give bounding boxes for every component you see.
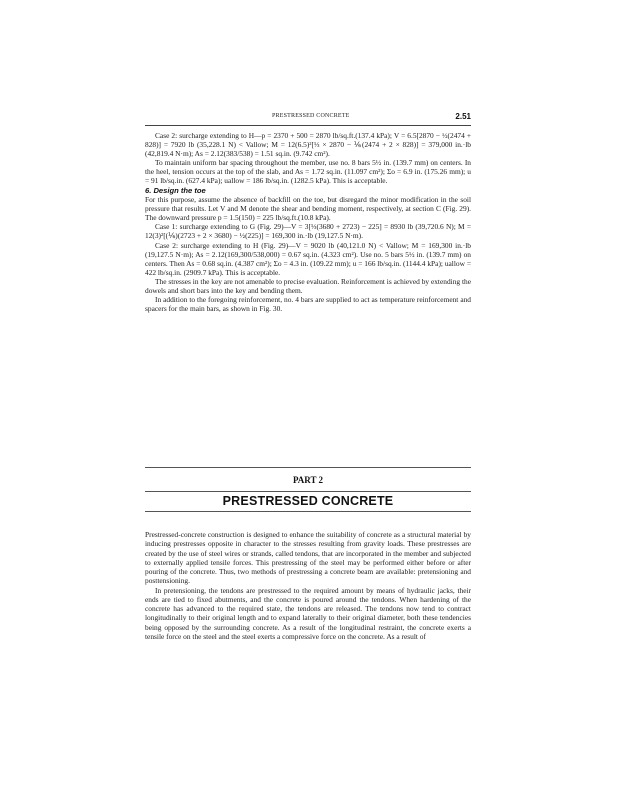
- paragraph: In pretensioning, the tendons are prestressed to the required amount by means of hydraulic jacks, their ends are tied to fixed abutments, and the concrete is poured around the tendons. When hardening of the concrete has advanced to the required state, the tendons are released. The tendons now tend to contract longitudinally to their original length and to expand laterally to their original diameter, both these tendencies being opposed by the surrounding concrete. As a result of the longitudinal restraint, the concrete exerts a tensile force on the steel and the steel exerts a compressive force on the concrete. As a result of: [145, 585, 471, 641]
- rule-divider: [145, 467, 471, 468]
- paragraph: For this purpose, assume the absence of backfill on the toe, but disregard the minor modification in the soil pressure that results. Let V and M denote the shear and bending moment, respectively, at section C (Fig. 29). The downward pressure p = 1.5(150) = 225 lb/sq.ft.(10.8 kPa).: [145, 195, 471, 223]
- body-text: [145, 131, 471, 313]
- paragraph: Case 2: surcharge extending to H—p = 2370 + 500 = 2870 lb/sq.ft.(137.4 kPa); V = 6.5[2870 − ½(2474 + 828)] = 7920 lb (35,228.1 N) < Vallow; M = 12(6.5)²[⅓ × 2870 − ⅙(2474 + 2 × 828)] = 379,000 in.·lb (42,819.4 N·m); As = 2.12(383/538) = 1.51 sq.in. (9.742 cm²).: [145, 131, 471, 159]
- rule-divider: [145, 511, 471, 512]
- part-heading-block: [145, 467, 471, 512]
- paragraph: The stresses in the key are not amenable to precise evaluation. Reinforcement is achieved by extending the dowels and short bars into the key and bending them.: [145, 276, 471, 295]
- part-title: PRESTRESSED CONCRETE: [222, 494, 394, 508]
- paragraph: In addition to the foregoing reinforcement, no. 4 bars are supplied to act as temperature reinforcement and spacers for the main bars, as shown in Fig. 30.: [145, 294, 471, 313]
- paragraph: Case 2: surcharge extending to H (Fig. 29)—V = 9020 lb (40,121.0 N) < Vallow; M = 169,300 in.·lb (19,127.5 N·m); As = 2.12(169,300/538,000) = 0.67 sq.in. (4.323 cm²). Use no. 5 bars 5½ in. (139.7 mm) on centers. Then As = 0.68 sq.in. (4.387 cm²); Σo = 4.3 in. (109.22 mm); u = 166 lb/sq.in. (1144.4 kPa); uallow = 422 lb/sq.in. (2909.7 kPa). This is acceptable.: [145, 240, 471, 277]
- rule-divider: [145, 491, 471, 492]
- part-label: PART 2: [292, 475, 324, 485]
- intro-text: [145, 530, 471, 641]
- section-heading: 6. Design the toe: [145, 186, 206, 196]
- paragraph: Case 1: surcharge extending to G (Fig. 29)—V = 3[⅓(3680 + 2723) − 225] = 8930 lb (39,720.6 N); M = 12(3)²[(⅙)(2723 + 2 × 3680) − ½(225)] = 169,300 in.·lb (19,127.5 N·m).: [145, 222, 471, 241]
- paragraph: To maintain uniform bar spacing throughout the member, use no. 8 bars 5½ in. (139.7 mm) on centers. In the heel, tension occurs at the top of the slab, and As = 1.72 sq.in. (11.097 cm²); Σo = 6.9 in. (175.26 mm); u = 91 lb/sq.in. (627.4 kPa); uallow = 186 lb/sq.in. (1282.5 kPa). This is acceptable.: [145, 158, 471, 186]
- running-head: PRESTRESSED CONCRETE: [272, 113, 350, 119]
- paragraph: Prestressed-concrete construction is designed to enhance the suitability of concrete as a structural material by inducing prestresses opposite in character to the stresses resulting from gravity loads. These prestresses are created by the use of steel wires or strands, called tendons, that are incorporated in the member and subjected to externally applied tensile forces. This prestressing of the steel may be performed either before or after pouring of the concrete. Thus, two methods of prestressing a concrete beam are available: pretensioning and posttensioning.: [145, 530, 471, 586]
- page-header: [145, 113, 471, 126]
- page-number: 2.51: [455, 112, 471, 121]
